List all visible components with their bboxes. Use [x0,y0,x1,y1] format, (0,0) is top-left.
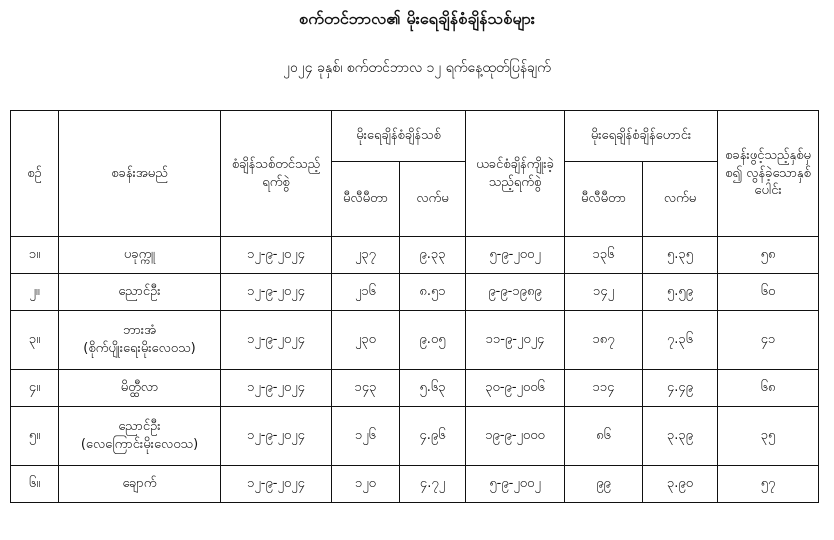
header-no: စဉ် [11,111,59,237]
cell-old-mm: ၉၉ [565,466,643,503]
header-new-inch: လက်မ [400,162,466,237]
table-row [11,407,819,466]
cell-old-date: ၃၀-၉-၂၀၀၆ [466,370,565,407]
cell-new-inch: ၄.၉၆ [400,407,466,466]
cell-old-mm: ၁၄၂ [565,274,643,311]
cell-no: ၅။ [11,407,59,466]
cell-old-inch: ၅.၅၉ [643,274,718,311]
header-station: စခန်းအမည် [59,111,221,237]
cell-years: ၅၇ [718,466,819,503]
cell-record-date: ၁၂-၉-၂၀၂၄ [221,311,332,370]
cell-old-mm: ၈၆ [565,407,643,466]
cell-old-date: ၁၁-၉-၂၀၂၄ [466,311,565,370]
cell-old-inch: ၃.၃၉ [643,407,718,466]
table-row [11,311,819,370]
cell-old-inch: ၄.၄၉ [643,370,718,407]
cell-old-mm: ၁၃၆ [565,237,643,274]
cell-station [59,370,221,407]
cell-record-date: ၁၂-၉-၂၀၂၄ [221,407,332,466]
cell-new-inch: ၈.၅၁ [400,274,466,311]
cell-old-inch: ၅.၃၅ [643,237,718,274]
table-row [11,466,819,503]
cell-station [59,274,221,311]
cell-old-date: ၉-၉-၁၉၈၉ [466,274,565,311]
station-name: ဘားအံ [122,323,157,339]
header-old-mm: မီလီမီတာ [565,162,643,237]
cell-new-inch: ၅.၆၃ [400,370,466,407]
cell-years: ၆၈ [718,370,819,407]
station-subname: (စိုက်ပျိုးရေးမိုးလေဝသ) [83,341,196,356]
page-title: စက်တင်ဘာလ၏ မိုးရေချိန်စံချိန်သစ်များ [299,9,535,28]
cell-station [59,311,221,370]
header-years: စခန်းဖွင့်သည့်နှစ်မှစ၍ လွန်ခဲ့သောနှစ်ပေါင်း [718,111,819,237]
cell-record-date: ၁၂-၉-၂၀၂၄ [221,237,332,274]
cell-years: ၅၈ [718,237,819,274]
cell-no: ၁။ [11,237,59,274]
cell-new-mm: ၁၂၆ [332,407,400,466]
cell-new-inch: ၄.၇၂ [400,466,466,503]
cell-station [59,407,221,466]
header-record-date: စံချိန်သစ်တင်သည့်ရက်စွဲ [221,111,332,237]
page-subtitle: ၂၀၂၄ ခုနှစ်၊ စက်တင်ဘာလ ၁၂ ရက်နေ့ထုတ်ပြန်ချက် [283,60,551,76]
header-new-record: မိုးရေချိန်စံချိန်သစ် [332,111,466,162]
cell-new-mm: ၁၄၃ [332,370,400,407]
cell-old-inch: ၃.၉၀ [643,466,718,503]
header-old-record: မိုးရေချိန်စံချိန်ဟောင်း [565,111,718,162]
cell-new-mm: ၂၁၆ [332,274,400,311]
cell-years: ၃၅ [718,407,819,466]
cell-years: ၄၁ [718,311,819,370]
station-name: ချောက် [122,476,157,492]
cell-new-inch: ၉.၀၅ [400,311,466,370]
header-row [11,111,819,162]
cell-station [59,237,221,274]
header-broken-date: ယခင်စံချိန်ကျိုးခဲ့သည့်ရက်စွဲ [466,111,565,237]
station-name: ပခုက္ကူ [123,247,156,263]
header-new-mm: မီလီမီတာ [332,162,400,237]
cell-no: ၃။ [11,311,59,370]
cell-no: ၆။ [11,466,59,503]
table-row [11,370,819,407]
cell-new-mm: ၂၃၀ [332,311,400,370]
cell-no: ၄။ [11,370,59,407]
cell-new-mm: ၁၂၀ [332,466,400,503]
rainfall-records-table [10,110,819,503]
cell-old-date: ၅-၉-၂၀၀၂ [466,466,565,503]
station-name: မိတ္ထီလာ [120,380,159,396]
table-row [11,237,819,274]
cell-no: ၂။ [11,274,59,311]
cell-station [59,466,221,503]
cell-record-date: ၁၂-၉-၂၀၂၄ [221,274,332,311]
cell-record-date: ၁၂-၉-၂၀၂၄ [221,466,332,503]
station-name: ညောင်ဦး [118,284,161,300]
cell-old-mm: ၁၁၄ [565,370,643,407]
cell-old-inch: ၇.၃၆ [643,311,718,370]
header-old-inch: လက်မ [643,162,718,237]
station-subname: (လေကြောင်းမိုးလေဝသ) [80,437,199,452]
station-name: ညောင်ဦး [118,419,161,435]
cell-old-mm: ၁၈၇ [565,311,643,370]
cell-new-mm: ၂၃၇ [332,237,400,274]
table-row [11,274,819,311]
cell-old-date: ၅-၉-၂၀၀၂ [466,237,565,274]
cell-old-date: ၁၉-၉-၂၀၀၀ [466,407,565,466]
cell-record-date: ၁၂-၉-၂၀၂၄ [221,370,332,407]
cell-new-inch: ၉.၃၃ [400,237,466,274]
cell-years: ၆၀ [718,274,819,311]
